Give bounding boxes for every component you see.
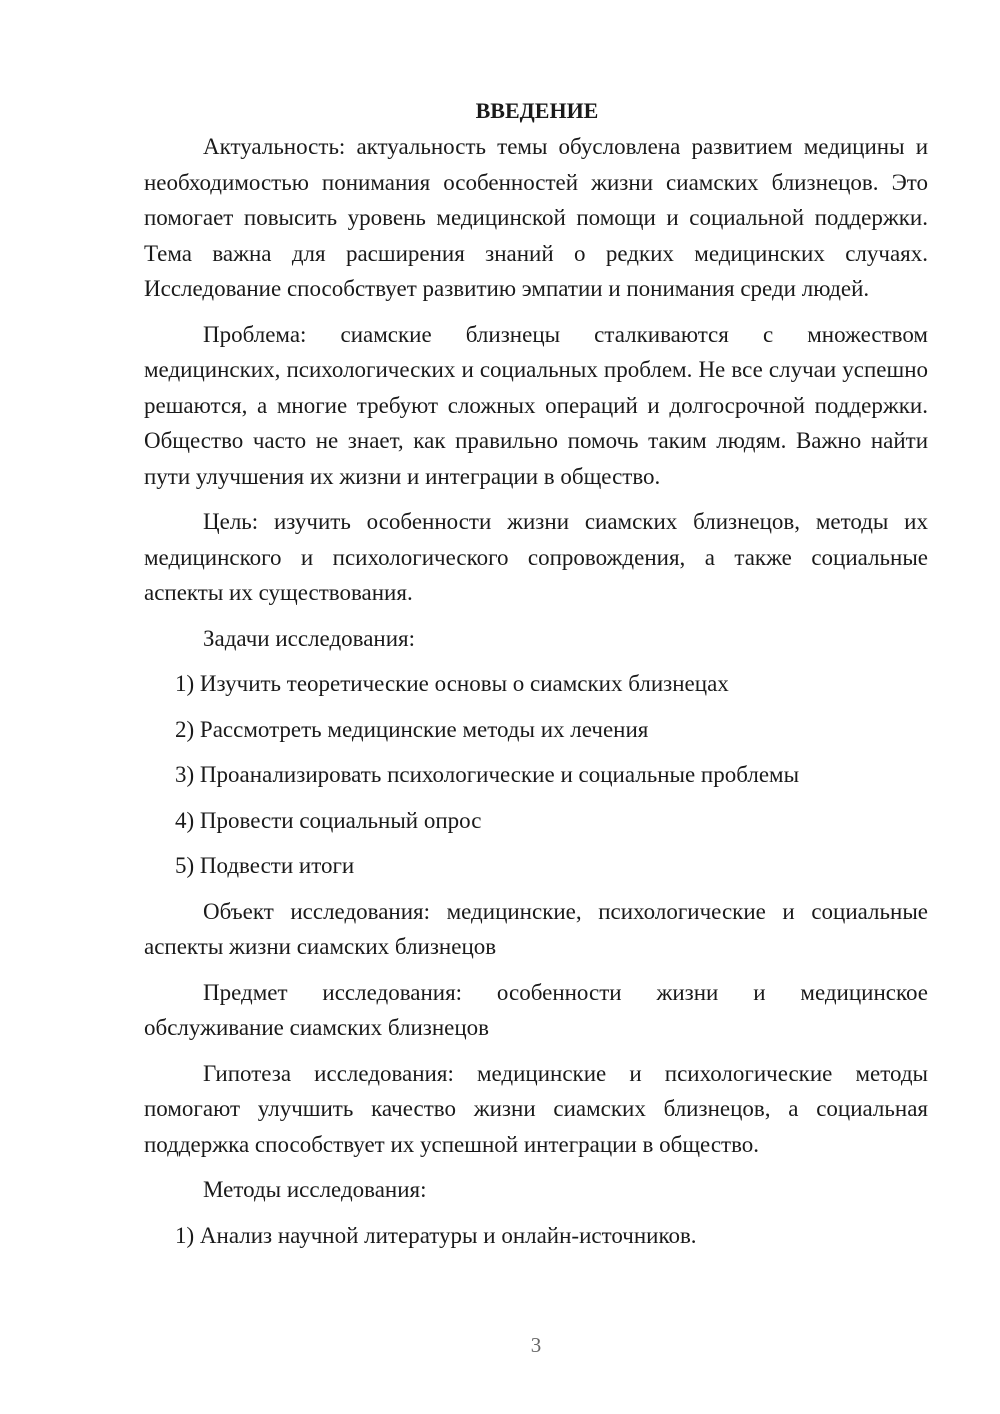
- paragraph-goal: Цель: изучить особенности жизни сиамских близнецов, методы их медицинского и психологического сопровождения, а также социальные аспекты их существования.: [144, 509, 928, 605]
- page-number: 3: [530, 1333, 542, 1357]
- paragraph-problem: Проблема: сиамские близнецы сталкиваются с множеством медицинских, психологических и социальных проблем. Не все случаи успешно решаются, а многие требуют сложных операций и долгосрочной поддержки. Общество часто не знает, как правильно помочь таким людям. Важно найти пути улучшения их жизни и интеграции в общество.: [144, 321, 928, 489]
- method-item: 1) Анализ научной литературы и онлайн-источников.: [175, 1222, 697, 1248]
- task-item: 4) Провести социальный опрос: [175, 807, 482, 833]
- paragraph-object: Объект исследования: медицинские, психологические и социальные аспекты жизни сиамских близнецов: [144, 898, 928, 959]
- section-title: ВВЕДЕНИЕ: [475, 98, 599, 123]
- task-item: 1) Изучить теоретические основы о сиамских близнецах: [175, 671, 729, 696]
- tasks-heading: Задачи исследования:: [203, 625, 416, 651]
- methods-heading: Методы исследования:: [203, 1177, 427, 1202]
- task-item: 3) Проанализировать психологические и социальные проблемы: [175, 762, 800, 787]
- paragraph-hypothesis: Гипотеза исследования: медицинские и психологические методы помогают улучшить качество жизни сиамских близнецов, а социальная поддержка способствует их успешной интеграции в общество.: [144, 1060, 928, 1157]
- paragraph-relevance: Актуальность: актуальность темы обусловлена развитием медицины и необходимостью понимания особенностей жизни сиамских близнецов. Это помогает повысить уровень медицинской помощи и социальной поддержки. Тема важна для расширения знаний о редких медицинских случаях. Исследование способствует развитию эмпатии и понимания среди людей.: [144, 134, 928, 301]
- task-item: 5) Подвести итоги: [175, 853, 355, 878]
- page-content: [144, 94, 928, 1263]
- paragraph-subject: Предмет исследования: особенности жизни и медицинское обслуживание сиамских близнецов: [144, 979, 928, 1040]
- task-item: 2) Рассмотреть медицинские методы их лечения: [175, 716, 649, 742]
